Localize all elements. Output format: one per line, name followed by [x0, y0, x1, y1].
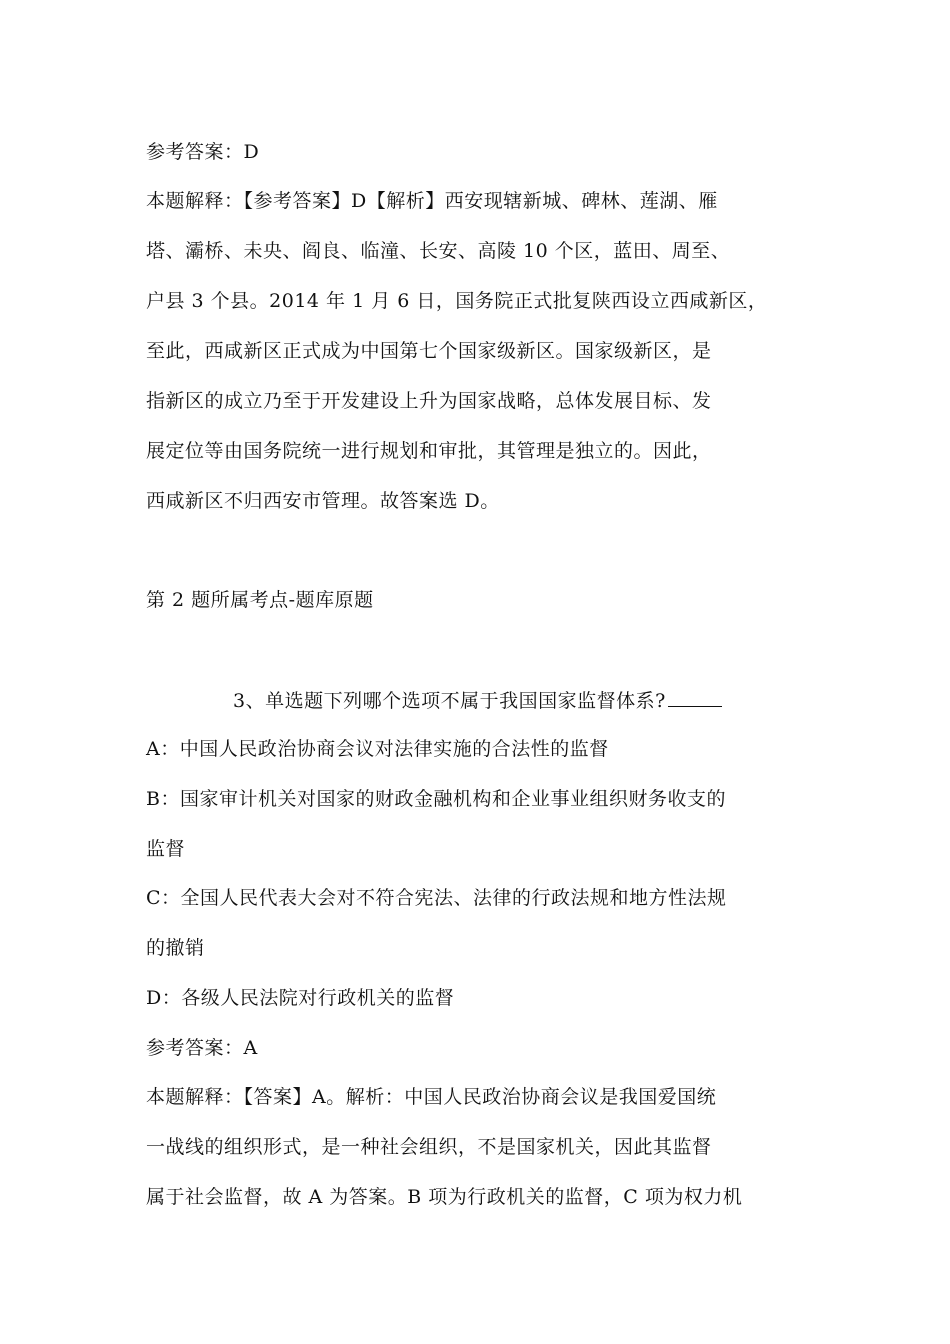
q2-explanation-line-3: 户县 3 个县。2014 年 1 月 6 日，国务院正式批复陕西设立西咸新区， [146, 290, 768, 312]
q2-explanation-line-1: 本题解释：【参考答案】D【解析】西安现辖新城、碑林、莲湖、雁 [146, 190, 718, 212]
q3-explanation-line-2: 一战线的组织形式，是一种社会组织，不是国家机关，因此其监督 [146, 1136, 712, 1158]
q3-option-c-continued: 的撤销 [146, 937, 205, 959]
q3-answer: 参考答案：A [146, 1037, 258, 1059]
q3-explanation-line-3: 属于社会监督，故 A 为答案。B 项为行政机关的监督，C 项为权力机 [146, 1186, 743, 1208]
q3-option-b: B：国家审计机关对国家的财政金融机构和企业事业组织财务收支的 [146, 788, 726, 810]
q2-explanation-line-2: 塔、灞桥、未央、阎良、临潼、长安、高陵 10 个区，蓝田、周至、 [146, 240, 731, 262]
q3-option-a: A：中国人民政治协商会议对法律实施的合法性的监督 [146, 738, 609, 760]
q3-stem-text: 3、单选题下列哪个选项不属于我国国家监督体系? [233, 690, 666, 712]
q2-explanation-line-5: 指新区的成立乃至于开发建设上升为国家战略，总体发展目标、发 [146, 390, 712, 412]
q3-stem [233, 688, 722, 713]
q3-option-b-continued: 监督 [146, 838, 186, 860]
q2-answer: 参考答案：D [146, 141, 260, 163]
q3-explanation-line-1: 本题解释：【答案】A。解析：中国人民政治协商会议是我国爱国统 [146, 1086, 717, 1108]
q2-explanation-line-4: 至此，西咸新区正式成为中国第七个国家级新区。国家级新区，是 [146, 340, 712, 362]
q2-topic: 第 2 题所属考点-题库原题 [146, 589, 374, 611]
q3-option-c: C：全国人民代表大会对不符合宪法、法律的行政法规和地方性法规 [146, 887, 727, 909]
q2-explanation-line-6: 展定位等由国务院统一进行规划和审批，其管理是独立的。因此， [146, 440, 712, 462]
q2-explanation-line-7: 西咸新区不归西安市管理。故答案选 D。 [146, 490, 500, 512]
answer-blank [668, 688, 722, 707]
q3-option-d: D：各级人民法院对行政机关的监督 [146, 987, 455, 1009]
